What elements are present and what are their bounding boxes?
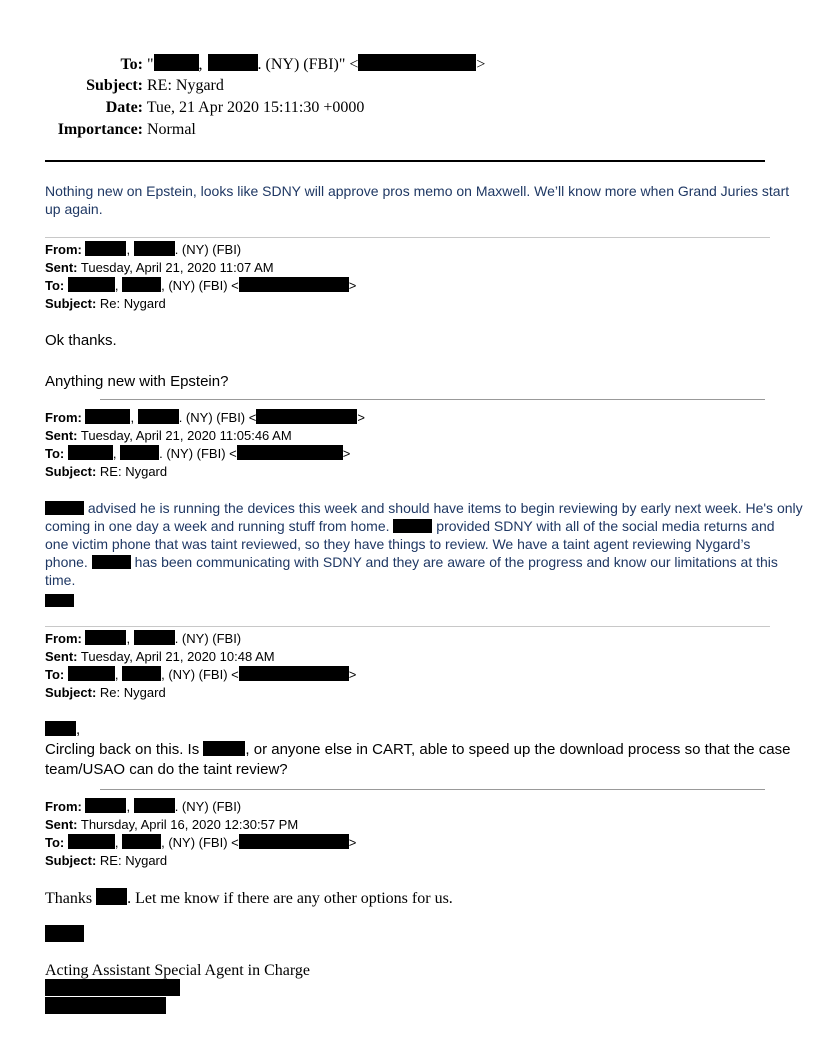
date-value: Tue, 21 Apr 2020 15:11:30 +0000 xyxy=(146,99,365,116)
reply-line-1: Nothing new on Epstein, looks like SDNY will approve pros memo on Maxwell. We’ll know more when Grand Juries start xyxy=(45,183,790,199)
redaction xyxy=(134,798,175,813)
redaction xyxy=(68,445,113,460)
redaction xyxy=(45,979,180,996)
sent-value: Thursday, April 16, 2020 12:30:57 PM xyxy=(80,817,299,832)
body-text: Thanks xyxy=(45,890,97,907)
redaction xyxy=(85,409,130,424)
signature-redaction xyxy=(45,592,74,610)
message-separator xyxy=(45,237,770,238)
body-text: advised he is running the devices this week and should have items to begin reviewing by early next week. He's only xyxy=(84,500,803,516)
to-label: To: xyxy=(45,278,65,293)
to-close: > xyxy=(476,56,486,73)
from-tail: . (NY) (FBI) xyxy=(174,799,242,814)
redaction xyxy=(138,409,179,424)
signature-line-redaction xyxy=(45,997,166,1017)
from-tail: . (NY) (FBI) xyxy=(174,631,242,646)
msg2-body-5: time. xyxy=(45,572,76,588)
sent-value: Tuesday, April 21, 2020 11:07 AM xyxy=(80,260,274,275)
from-label: From: xyxy=(45,799,82,814)
greeting-comma: , xyxy=(76,721,81,738)
reply-line-2: up again. xyxy=(45,201,103,217)
sent-label: Sent: xyxy=(45,649,78,664)
message-separator xyxy=(100,399,765,400)
redaction xyxy=(358,54,476,71)
from-label: From: xyxy=(45,242,82,257)
redaction xyxy=(154,54,199,71)
signature-title: Acting Assistant Special Agent in Charge xyxy=(45,962,311,979)
msg4-from: From: , . (NY) (FBI) xyxy=(45,799,242,814)
redaction xyxy=(203,741,245,756)
signature-line-redaction xyxy=(45,979,180,999)
to-label: To: xyxy=(45,667,65,682)
body-text: Circling back on this. Is xyxy=(45,741,204,758)
redaction xyxy=(134,630,175,645)
importance-value: Normal xyxy=(147,121,196,138)
msg3-to: To: , , (NY) (FBI) < > xyxy=(45,667,357,682)
msg2-body-3: one victim phone that was taint reviewed, so they have things to review. We have a taint agent reviewing Nygard’s xyxy=(45,536,751,552)
subject-label: Subject: xyxy=(45,464,97,479)
header-divider xyxy=(45,160,765,162)
to-tail: , (NY) (FBI) < xyxy=(161,278,239,293)
to-display-name: . (NY) (FBI)" < xyxy=(257,56,359,73)
msg1-to: To: , , (NY) (FBI) < > xyxy=(45,278,357,293)
redaction xyxy=(122,277,161,292)
header-to-row xyxy=(0,54,486,75)
redaction xyxy=(96,888,127,905)
to-tail: . (NY) (FBI) < xyxy=(159,446,237,461)
sent-value: Tuesday, April 21, 2020 11:05:46 AM xyxy=(80,428,292,443)
msg2-body-4 xyxy=(45,553,778,571)
message-separator xyxy=(100,789,765,790)
msg1-from: From: , . (NY) (FBI) xyxy=(45,242,242,257)
message-separator xyxy=(45,626,770,627)
from-tail: . (NY) (FBI) < xyxy=(178,410,257,425)
msg4-to: To: , , (NY) (FBI) < > xyxy=(45,835,357,850)
redaction xyxy=(45,925,84,942)
msg2-body-2 xyxy=(45,517,775,535)
redaction xyxy=(239,277,349,292)
msg3-greeting xyxy=(45,720,80,740)
body-text: coming in one day a week and running stuff from home. xyxy=(45,518,394,534)
redaction xyxy=(68,834,115,849)
sent-label: Sent: xyxy=(45,428,78,443)
redaction xyxy=(92,555,131,569)
to-label: To: xyxy=(120,56,143,73)
body-text: , or anyone else in CART, able to speed up the download process so that the case xyxy=(245,741,791,758)
to-close: > xyxy=(348,278,357,293)
date-label: Date: xyxy=(105,99,143,116)
redaction xyxy=(122,666,161,681)
redaction xyxy=(208,54,258,71)
msg3-from: From: , . (NY) (FBI) xyxy=(45,631,242,646)
redaction xyxy=(68,277,115,292)
subject-value: Re: Nygard xyxy=(99,685,166,700)
redaction xyxy=(239,834,349,849)
subject-label: Subject: xyxy=(86,77,143,94)
sent-label: Sent: xyxy=(45,260,78,275)
msg4-subject xyxy=(45,852,167,870)
redaction xyxy=(85,798,126,813)
msg2-subject xyxy=(45,463,167,481)
redaction xyxy=(256,409,357,424)
msg2-sent xyxy=(45,427,292,445)
subject-value: RE: Nygard xyxy=(147,77,224,94)
subject-label: Subject: xyxy=(45,853,97,868)
redaction xyxy=(85,241,126,256)
redaction xyxy=(134,241,175,256)
redaction xyxy=(45,594,74,607)
body-text: provided SDNY with all of the social media returns and xyxy=(432,518,775,534)
header-subject-row xyxy=(0,76,224,96)
from-label: From: xyxy=(45,631,82,646)
msg2-from: From: , . (NY) (FBI) < > xyxy=(45,410,365,425)
redaction xyxy=(120,445,159,460)
msg3-body-1 xyxy=(45,740,790,760)
header-date-row xyxy=(0,98,364,118)
msg1-body-2: Anything new with Epstein? xyxy=(45,373,229,390)
redaction xyxy=(45,721,76,736)
to-tail: , (NY) (FBI) < xyxy=(161,835,239,850)
redaction xyxy=(122,834,161,849)
importance-label: Importance: xyxy=(57,121,143,138)
body-text: phone. xyxy=(45,554,92,570)
sent-label: Sent: xyxy=(45,817,78,832)
msg1-sent xyxy=(45,259,274,277)
subject-value: RE: Nygard xyxy=(99,464,168,479)
subject-label: Subject: xyxy=(45,685,97,700)
redaction xyxy=(45,997,166,1014)
subject-label: Subject: xyxy=(45,296,97,311)
msg2-to: To: , . (NY) (FBI) < > xyxy=(45,446,351,461)
from-label: From: xyxy=(45,410,82,425)
header-importance-row xyxy=(0,120,196,140)
msg3-body-2: team/USAO can do the taint review? xyxy=(45,761,288,778)
from-close: > xyxy=(357,410,365,425)
to-label: To: xyxy=(45,446,65,461)
to-comma: , xyxy=(198,56,203,73)
subject-value: Re: Nygard xyxy=(99,296,166,311)
to-close: > xyxy=(342,446,351,461)
sent-value: Tuesday, April 21, 2020 10:48 AM xyxy=(80,649,275,664)
redaction xyxy=(239,666,349,681)
to-quote: " xyxy=(147,56,154,73)
to-tail: , (NY) (FBI) < xyxy=(161,667,239,682)
msg4-body-1 xyxy=(45,888,453,909)
msg1-subject xyxy=(45,295,166,313)
msg4-sent xyxy=(45,816,298,834)
body-text: has been communicating with SDNY and they are aware of the progress and know our limitations at this xyxy=(130,554,778,570)
redaction xyxy=(68,666,115,681)
msg1-body-1: Ok thanks. xyxy=(45,332,117,349)
to-close: > xyxy=(348,835,357,850)
body-text: . Let me know if there are any other options for us. xyxy=(127,890,453,907)
signature-name-redaction xyxy=(45,925,84,945)
from-tail: . (NY) (FBI) xyxy=(174,242,242,257)
redaction xyxy=(45,501,84,515)
to-close: > xyxy=(348,667,357,682)
redaction xyxy=(85,630,126,645)
msg3-sent xyxy=(45,648,275,666)
msg2-body-1 xyxy=(45,499,803,517)
msg3-subject xyxy=(45,684,166,702)
to-label: To: xyxy=(45,835,65,850)
redaction xyxy=(237,445,343,460)
subject-value: RE: Nygard xyxy=(99,853,168,868)
redaction xyxy=(393,519,432,533)
